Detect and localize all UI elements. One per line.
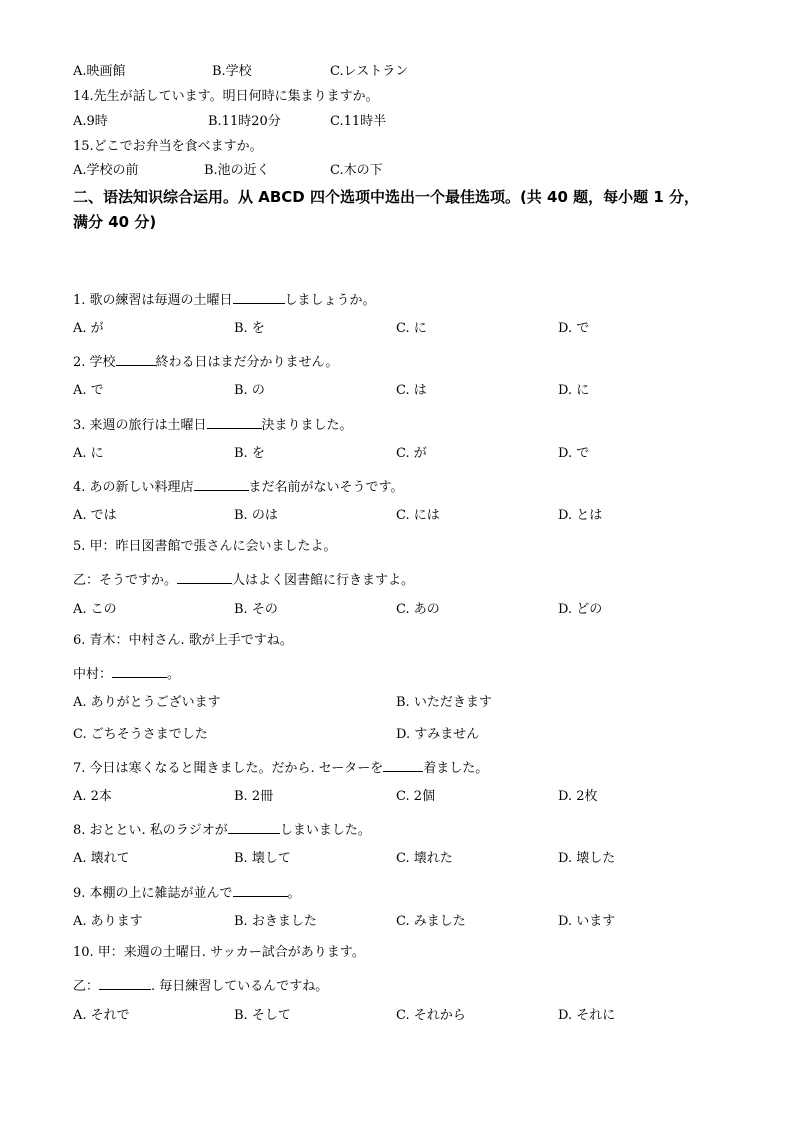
option-b: B. いただきます bbox=[396, 695, 492, 710]
question-text: . 毎日練習しているんですね。 bbox=[151, 979, 329, 994]
option-c: C. 2個 bbox=[396, 789, 436, 804]
option-c: C. が bbox=[396, 446, 427, 461]
question-6-reply bbox=[73, 664, 180, 683]
q15-prompt: 15.どこでお弁当を食べますか。 bbox=[73, 139, 263, 154]
question-text: 。 bbox=[167, 667, 181, 682]
question-text: 人はよく図書館に行きますよ。 bbox=[232, 573, 415, 588]
option-b: B. そして bbox=[234, 1008, 291, 1023]
option-d: D. います bbox=[558, 914, 616, 929]
option-a: A. では bbox=[73, 508, 117, 523]
q14-option-a: A.9時 bbox=[73, 114, 108, 129]
answer-blank bbox=[207, 415, 262, 429]
question-4-stem bbox=[73, 477, 404, 496]
question-2-stem bbox=[73, 352, 338, 371]
question-text: 中村： bbox=[73, 667, 113, 682]
answer-blank bbox=[177, 570, 232, 584]
q15-option-c: C.木の下 bbox=[330, 163, 383, 178]
question-text: 8. おととい. 私のラジオが bbox=[73, 823, 228, 838]
question-text: 3. 来週の旅行は土曜日 bbox=[73, 418, 207, 433]
q14-prompt: 14.先生が話しています。明日何時に集まりますか。 bbox=[73, 89, 379, 104]
option-b: B. 壊して bbox=[234, 851, 291, 866]
q14-option-b: B.11時20分 bbox=[208, 114, 281, 129]
option-a: A. あります bbox=[73, 914, 143, 929]
answer-blank bbox=[194, 477, 249, 491]
option-c: C. みました bbox=[396, 914, 466, 929]
question-text: 4. あの新しい料理店 bbox=[73, 480, 194, 495]
answer-blank bbox=[112, 664, 167, 678]
question-text: しまいました。 bbox=[279, 823, 371, 838]
option-b: B. 2冊 bbox=[234, 789, 274, 804]
option-b: B. を bbox=[234, 446, 265, 461]
option-c: C. に bbox=[396, 321, 427, 336]
option-a: A. に bbox=[73, 446, 104, 461]
option-c: C. ごちそうさまでした bbox=[73, 727, 208, 742]
question-8-stem bbox=[73, 820, 371, 839]
answer-blank bbox=[233, 290, 285, 304]
option-b: B. の bbox=[234, 383, 265, 398]
question-9-stem bbox=[73, 883, 301, 902]
question-text: 着ました。 bbox=[423, 761, 489, 776]
option-d: D. に bbox=[558, 383, 590, 398]
answer-blank bbox=[228, 820, 280, 834]
question-10-stem: 10. 甲：来週の土曜日. サッカー試合があります。 bbox=[73, 945, 365, 960]
option-a: A. ありがとうございます bbox=[73, 695, 221, 710]
question-text: 9. 本棚の上に雑誌が並んで bbox=[73, 886, 233, 901]
option-d: D. すみません bbox=[396, 727, 480, 742]
question-text: 7. 今日は寒くなると聞きました。だから. セーターを bbox=[73, 761, 384, 776]
answer-blank bbox=[99, 976, 151, 990]
option-d: D. で bbox=[558, 321, 590, 336]
q15-option-a: A.学校の前 bbox=[73, 163, 139, 178]
option-b: B. を bbox=[234, 321, 265, 336]
question-text: 終わる日はまだ分かりません。 bbox=[155, 355, 339, 370]
option-d: D. とは bbox=[558, 508, 603, 523]
q13-option-b: B.学校 bbox=[212, 64, 252, 79]
section2-heading-line2: 满分 40 分) bbox=[73, 213, 157, 231]
option-c: C. あの bbox=[396, 602, 440, 617]
option-b: B. のは bbox=[234, 508, 278, 523]
q13-option-c: C.レストラン bbox=[330, 64, 409, 79]
option-a: A. が bbox=[73, 321, 104, 336]
question-text: 決まりました。 bbox=[261, 418, 353, 433]
option-c: C. 壊れた bbox=[396, 851, 453, 866]
section2-heading-line1: 二、语法知识综合运用。从 ABCD 四个选项中选出一个最佳选项。(共 40 题，每小题 1 分， bbox=[73, 188, 700, 206]
question-text: 。 bbox=[287, 886, 301, 901]
option-a: A. 2本 bbox=[73, 789, 112, 804]
option-d: D. どの bbox=[558, 602, 603, 617]
option-b: B. おきました bbox=[234, 914, 317, 929]
option-c: C. には bbox=[396, 508, 440, 523]
q13-option-a: A.映画館 bbox=[73, 64, 126, 79]
option-a: A. で bbox=[73, 383, 104, 398]
question-text: 1. 歌の練習は毎週の土曜日 bbox=[73, 293, 233, 308]
option-d: D. で bbox=[558, 446, 590, 461]
question-7-stem bbox=[73, 758, 488, 777]
question-6-stem: 6. 青木：中村さん. 歌が上手ですね。 bbox=[73, 633, 293, 648]
option-a: A. 壊れて bbox=[73, 851, 130, 866]
answer-blank bbox=[233, 883, 288, 897]
option-a: A. この bbox=[73, 602, 117, 617]
question-10-reply bbox=[73, 976, 328, 995]
answer-blank bbox=[383, 758, 423, 772]
question-5-reply bbox=[73, 570, 414, 589]
option-a: A. それで bbox=[73, 1008, 130, 1023]
option-d: D. 壊した bbox=[558, 851, 616, 866]
option-d: D. それに bbox=[558, 1008, 616, 1023]
question-text: 2. 学校 bbox=[73, 355, 116, 370]
question-3-stem bbox=[73, 415, 353, 434]
option-b: B. その bbox=[234, 602, 278, 617]
option-d: D. 2枚 bbox=[558, 789, 598, 804]
question-text: しましょうか。 bbox=[284, 293, 376, 308]
question-1-stem bbox=[73, 290, 376, 309]
q15-option-b: B.池の近く bbox=[204, 163, 270, 178]
answer-blank bbox=[116, 352, 156, 366]
question-text: 乙：そうですか。 bbox=[73, 573, 178, 588]
q14-option-c: C.11時半 bbox=[330, 114, 387, 129]
option-c: C. は bbox=[396, 383, 427, 398]
question-text: まだ名前がないそうです。 bbox=[248, 480, 404, 495]
option-c: C. それから bbox=[396, 1008, 466, 1023]
question-text: 乙： bbox=[73, 979, 100, 994]
question-5-stem: 5. 甲：昨日図書館で張さんに会いましたよ。 bbox=[73, 539, 337, 554]
